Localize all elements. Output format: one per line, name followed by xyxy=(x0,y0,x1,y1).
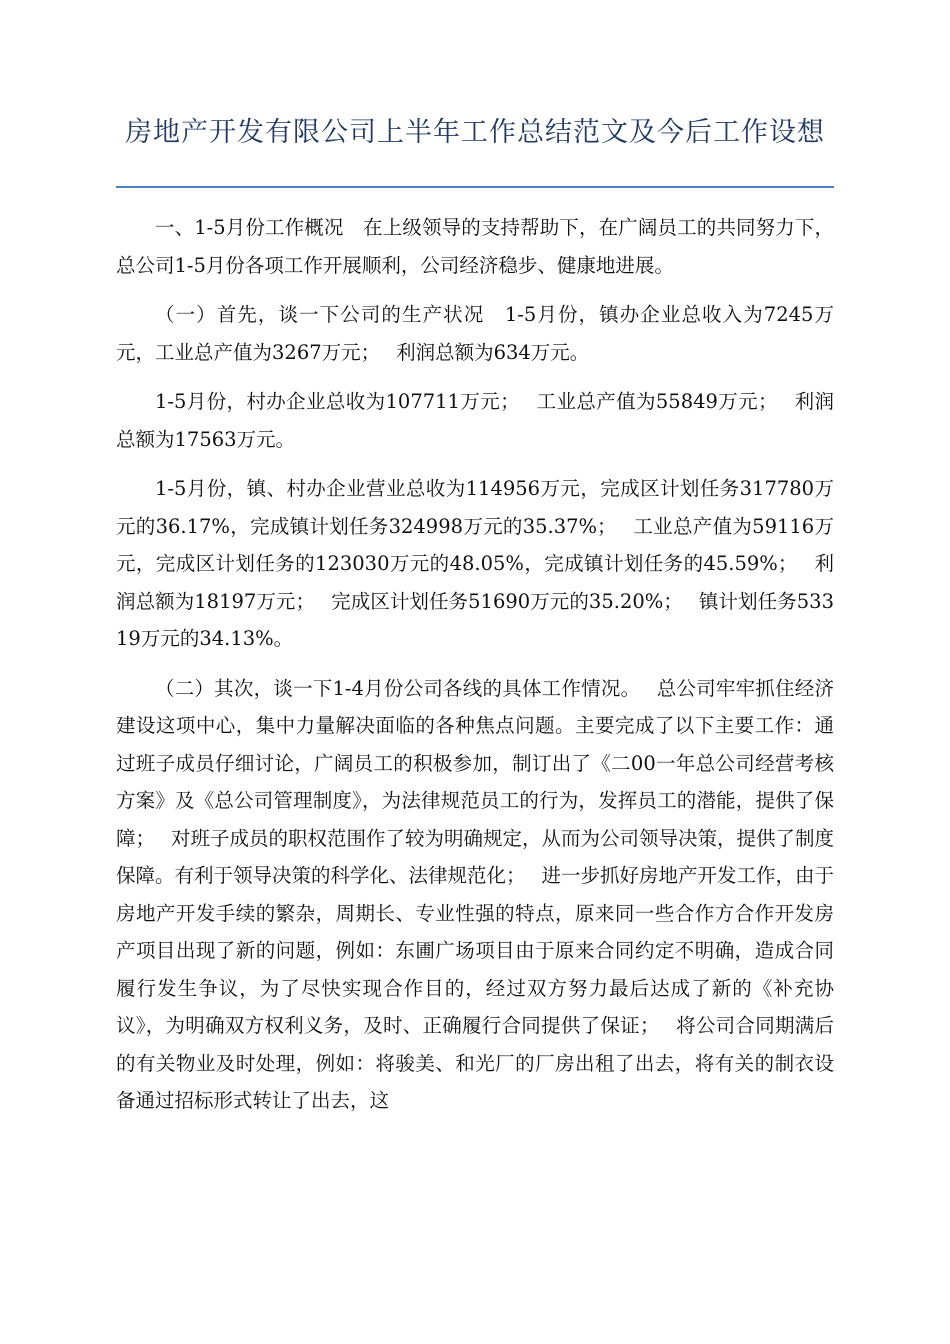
paragraph-combined-revenue: 1-5月份，镇、村办企业营业总收为114956万元，完成区计划任务317780万元的36.17%，完成镇计划任务324998万元的35.37%； 工业总产值为59116万元，完成区计划任务的123030万元的48.05%，完成镇计划任务的45.59%； 利润总额为18197万元； 完成区计划任务51690万元的35.20%； 镇计划任务53319万元的34.13%。 xyxy=(116,477,834,650)
paragraph-village-enterprises: 1-5月份，村办企业总收为107711万元； 工业总产值为55849万元； 利润总额为17563万元。 xyxy=(116,390,834,451)
title-divider xyxy=(116,186,834,188)
document-body xyxy=(116,209,834,1132)
document-title: 房地产开发有限公司上半年工作总结范文及今后工作设想 xyxy=(125,117,825,148)
paragraph-production-status: （一）首先，谈一下公司的生产状况 1-5月份，镇办企业总收入为7245万元，工业总产值为3267万元； 利润总额为634万元。 xyxy=(116,303,834,364)
paragraph-departments-work: （二）其次，谈一下1-4月份公司各线的具体工作情况。 总公司牢牢抓住经济建设这项中心，集中力量解决面临的各种焦点问题。主要完成了以下主要工作：通过班子成员仔细讨论，广阔员工的积极参加，制订出了《二00一年总公司经营考核方案》及《总公司管理制度》，为法律规范员工的行为，发挥员工的潜能，提供了保障； 对班子成员的职权范围作了较为明确规定，从而为公司领导决策，提供了制度保障。有利于领导决策的科学化、法律规范化； 进一步抓好房地产开发工作，由于房地产开发手续的繁杂，周期长、专业性强的特点，原来同一些合作方合作开发房产项目出现了新的问题，例如：东圃广场项目由于原来合同约定不明确，造成合同履行发生争议，为了尽快实现合作目的，经过双方努力最后达成了新的《补充协议》，为明确双方权利义务，及时、正确履行合同提供了保证； 将公司合同期满后的有关物业及时处理，例如：将骏美、和光厂的厂房出租了出去，将有关的制衣设备通过招标形式转让了出去，这 xyxy=(116,676,834,1112)
paragraph-work-overview: 一、1-5月份工作概况 在上级领导的支持帮助下，在广阔员工的共同努力下，总公司1-5月份各项工作开展顺利，公司经济稳步、健康地进展。 xyxy=(116,216,834,277)
